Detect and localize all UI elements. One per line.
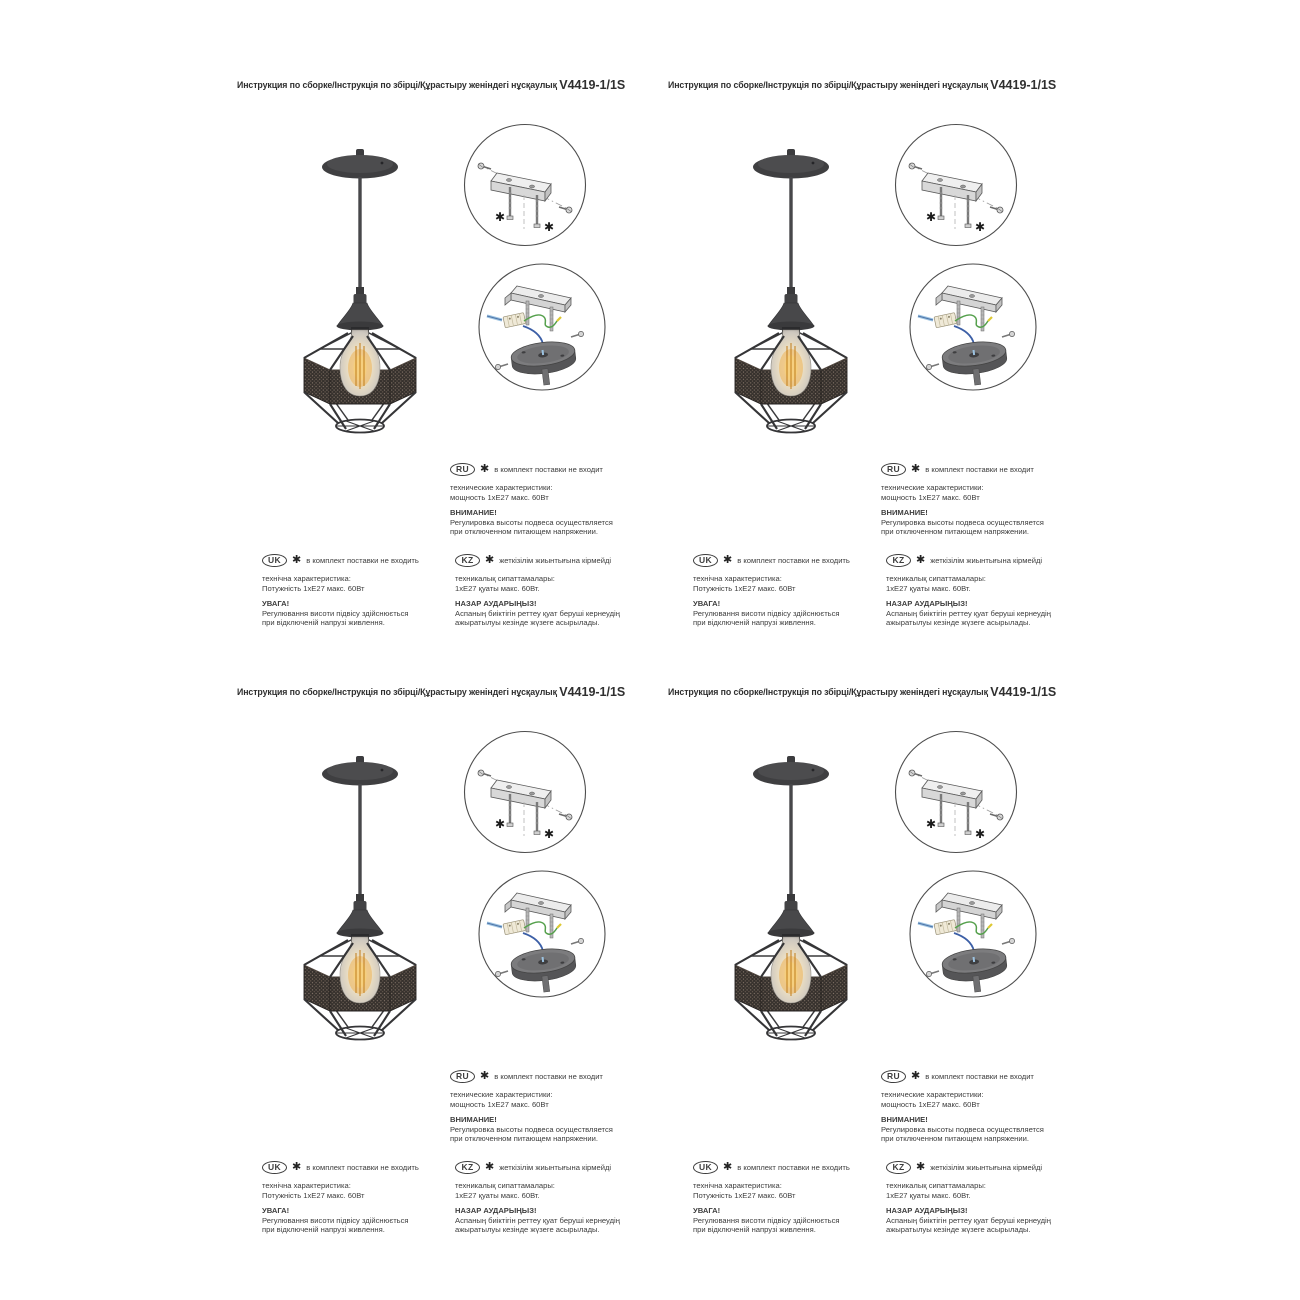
kz-note: жеткізілім жиынтығына кірмейді — [930, 1162, 1043, 1172]
kz-spec-value: 1хЕ27 қуаты макс. 60Вт. — [455, 1190, 540, 1200]
mounting-bracket-diagram — [463, 123, 587, 247]
kz-warning-line-1: Аспаның биіктігін реттеу қуат беруші кернеудің — [886, 1215, 1051, 1225]
kz-note: жеткізілім жиынтығына кірмейді — [930, 555, 1043, 565]
ru-spec-value: мощность 1хЕ27 макс. 60Вт — [881, 1099, 980, 1109]
ru-spec-label: технические характеристики: — [881, 483, 984, 492]
uk-block — [693, 553, 893, 628]
ru-header — [881, 462, 1081, 477]
ru-spec-value: мощность 1хЕ27 макс. 60Вт — [450, 1099, 549, 1109]
ru-note: в комплект поставки не входит — [925, 1071, 1034, 1081]
not-included-asterisk: ✱ — [975, 220, 986, 234]
kz-warning-title: НАЗАР АУДАРЫҢЫЗ! — [455, 1206, 537, 1216]
uk-badge: UK — [693, 554, 718, 567]
not-included-asterisk: ✱ — [292, 554, 302, 566]
uk-warning-line-2: при відключеній напрузі живлення. — [693, 618, 816, 628]
not-included-asterisk: ✱ — [975, 827, 986, 841]
ru-warning-line-2: при отключенном питающем напряжении. — [881, 527, 1029, 537]
ru-block — [450, 1069, 650, 1144]
uk-warning-line-2: при відключеній напрузі живлення. — [262, 618, 385, 628]
kz-block — [886, 1160, 1086, 1235]
not-included-asterisk: ✱ — [911, 463, 921, 475]
ru-warning-line-1: Регулировка высоты подвеса осуществляется — [881, 1124, 1044, 1134]
ru-warning-title: ВНИМАНИЕ! — [881, 508, 928, 518]
suspension-cable — [789, 784, 792, 896]
kz-spec-label: техникалық сипаттамалары: — [886, 1181, 986, 1190]
uk-spec-value: Потужність 1хЕ27 макс. 60Вт — [262, 583, 365, 593]
kz-header — [455, 1160, 655, 1175]
uk-warning-title: УВАГА! — [693, 599, 721, 609]
uk-warning-title: УВАГА! — [693, 1206, 721, 1216]
ru-note: в комплект поставки не входит — [925, 464, 1034, 474]
title-text: Инструкция по сборке/Інструкція по збірці/Құрастыру женіндегі нұсқаулық — [237, 80, 560, 90]
not-included-asterisk: ✱ — [916, 1161, 926, 1173]
ru-badge: RU — [881, 463, 906, 476]
instruction-sheet — [668, 677, 1078, 1277]
edison-bulb — [771, 937, 811, 1003]
pendant-lamp-illustration — [290, 737, 430, 1047]
kz-spec-value: 1хЕ27 қуаты макс. 60Вт. — [886, 1190, 971, 1200]
ru-badge: RU — [881, 1070, 906, 1083]
kz-warning-line-1: Аспаның биіктігін реттеу қуат беруші кернеудің — [886, 608, 1051, 618]
mounting-bracket-diagram — [463, 730, 587, 854]
ru-spec-label: технические характеристики: — [450, 1090, 553, 1099]
not-included-asterisk: ✱ — [926, 210, 937, 224]
uk-spec-label: технічна характеристика: — [693, 574, 782, 583]
canopy-wiring-diagram — [908, 262, 1038, 392]
instruction-sheet — [668, 70, 1078, 670]
uk-warning-line-1: Регулювання висоти підвісу здійснюється — [693, 1215, 840, 1225]
uk-spec-label: технічна характеристика: — [262, 574, 351, 583]
uk-spec-value: Потужність 1хЕ27 макс. 60Вт — [693, 1190, 796, 1200]
kz-warning-line-2: ажыратылуы кезінде жүзеге асырылады. — [455, 1225, 600, 1235]
pendant-lamp-illustration — [721, 737, 861, 1047]
suspension-cable — [358, 784, 361, 896]
pendant-lamp-illustration — [721, 130, 861, 440]
kz-block — [455, 1160, 655, 1235]
edison-bulb — [340, 937, 380, 1003]
ru-block — [450, 462, 650, 537]
sheet-title — [668, 685, 1056, 699]
kz-block — [455, 553, 655, 628]
ru-spec-label: технические характеристики: — [881, 1090, 984, 1099]
not-included-asterisk: ✱ — [544, 220, 555, 234]
not-included-asterisk: ✱ — [480, 1070, 490, 1082]
sheet-title — [237, 78, 625, 92]
sheet-slot-bottom-left — [237, 677, 647, 1277]
ru-warning-line-1: Регулировка высоты подвеса осуществляется — [450, 517, 613, 527]
sheet-title — [668, 78, 1056, 92]
uk-block — [693, 1160, 893, 1235]
ru-warning-title: ВНИМАНИЕ! — [450, 508, 497, 518]
uk-note: в комплект поставки не входить — [737, 1162, 850, 1172]
ru-badge: RU — [450, 1070, 475, 1083]
sheet-slot-top-right — [668, 70, 1078, 670]
ru-warning-line-2: при отключенном питающем напряжении. — [450, 527, 598, 537]
mounting-bracket-diagram — [894, 730, 1018, 854]
uk-badge: UK — [693, 1161, 718, 1174]
canopy-wiring-diagram — [477, 869, 607, 999]
canopy-wiring-diagram — [477, 262, 607, 392]
kz-spec-label: техникалық сипаттамалары: — [886, 574, 986, 583]
suspension-cable — [358, 177, 361, 289]
not-included-asterisk: ✱ — [292, 1161, 302, 1173]
edison-bulb — [771, 330, 811, 396]
not-included-asterisk: ✱ — [480, 463, 490, 475]
kz-warning-line-2: ажыратылуы кезінде жүзеге асырылады. — [886, 618, 1031, 628]
kz-badge: KZ — [886, 1161, 911, 1174]
not-included-asterisk: ✱ — [485, 554, 495, 566]
ru-note: в комплект поставки не входит — [494, 1071, 603, 1081]
kz-note: жеткізілім жиынтығына кірмейді — [499, 555, 612, 565]
ceiling-canopy — [322, 756, 398, 786]
instruction-sheet — [237, 677, 647, 1277]
kz-warning-title: НАЗАР АУДАРЫҢЫЗ! — [455, 599, 537, 609]
uk-warning-title: УВАГА! — [262, 599, 290, 609]
not-included-asterisk: ✱ — [911, 1070, 921, 1082]
uk-warning-line-1: Регулювання висоти підвісу здійснюється — [693, 608, 840, 618]
kz-warning-line-2: ажыратылуы кезінде жүзеге асырылады. — [455, 618, 600, 628]
kz-warning-line-1: Аспаның биіктігін реттеу қуат беруші кернеудің — [455, 1215, 620, 1225]
kz-warning-title: НАЗАР АУДАРЫҢЫЗ! — [886, 1206, 968, 1216]
not-included-asterisk: ✱ — [916, 554, 926, 566]
ru-warning-line-1: Регулировка высоты подвеса осуществляется — [881, 517, 1044, 527]
title-text: Инструкция по сборке/Інструкція по збірці/Құрастыру женіндегі нұсқаулық — [668, 687, 991, 697]
kz-spec-label: техникалық сипаттамалары: — [455, 1181, 555, 1190]
sheet-slot-bottom-right — [668, 677, 1078, 1277]
ru-warning-title: ВНИМАНИЕ! — [881, 1115, 928, 1125]
suspension-cable — [789, 177, 792, 289]
uk-spec-label: технічна характеристика: — [693, 1181, 782, 1190]
instruction-sheet — [237, 70, 647, 670]
uk-warning-line-1: Регулювання висоти підвісу здійснюється — [262, 608, 409, 618]
uk-warning-line-1: Регулювання висоти підвісу здійснюється — [262, 1215, 409, 1225]
model-number: V4419-1/1S — [559, 78, 626, 92]
uk-note: в комплект поставки не входить — [306, 1162, 419, 1172]
not-included-asterisk: ✱ — [723, 1161, 733, 1173]
ru-spec-value: мощность 1хЕ27 макс. 60Вт — [450, 492, 549, 502]
ru-block — [881, 462, 1081, 537]
sheet-title — [237, 685, 625, 699]
not-included-asterisk: ✱ — [485, 1161, 495, 1173]
kz-badge: KZ — [455, 1161, 480, 1174]
kz-spec-value: 1хЕ27 қуаты макс. 60Вт. — [886, 583, 971, 593]
uk-spec-value: Потужність 1хЕ27 макс. 60Вт — [693, 583, 796, 593]
not-included-asterisk: ✱ — [723, 554, 733, 566]
uk-block — [262, 553, 462, 628]
ru-warning-line-2: при отключенном питающем напряжении. — [881, 1134, 1029, 1144]
not-included-asterisk: ✱ — [926, 817, 937, 831]
pendant-lamp-illustration — [290, 130, 430, 440]
ru-warning-line-1: Регулировка высоты подвеса осуществляется — [450, 1124, 613, 1134]
kz-badge: KZ — [886, 554, 911, 567]
ru-spec-label: технические характеристики: — [450, 483, 553, 492]
ru-header — [450, 462, 650, 477]
uk-warning-line-2: при відключеній напрузі живлення. — [262, 1225, 385, 1235]
edison-bulb — [340, 330, 380, 396]
ru-badge: RU — [450, 463, 475, 476]
uk-header — [262, 1160, 462, 1175]
not-included-asterisk: ✱ — [544, 827, 555, 841]
title-text: Инструкция по сборке/Інструкція по збірці/Құрастыру женіндегі нұсқаулық — [237, 687, 560, 697]
uk-spec-value: Потужність 1хЕ27 макс. 60Вт — [262, 1190, 365, 1200]
uk-badge: UK — [262, 1161, 287, 1174]
kz-header — [886, 553, 1086, 568]
uk-header — [693, 553, 893, 568]
uk-note: в комплект поставки не входить — [306, 555, 419, 565]
mounting-bracket-diagram — [894, 123, 1018, 247]
ru-spec-value: мощность 1хЕ27 макс. 60Вт — [881, 492, 980, 502]
ru-block — [881, 1069, 1081, 1144]
ru-note: в комплект поставки не входит — [494, 464, 603, 474]
ru-header — [450, 1069, 650, 1084]
model-number: V4419-1/1S — [559, 685, 626, 699]
kz-header — [455, 553, 655, 568]
ceiling-canopy — [322, 149, 398, 179]
kz-spec-value: 1хЕ27 қуаты макс. 60Вт. — [455, 583, 540, 593]
kz-badge: KZ — [455, 554, 480, 567]
uk-header — [693, 1160, 893, 1175]
ru-warning-line-2: при отключенном питающем напряжении. — [450, 1134, 598, 1144]
uk-warning-title: УВАГА! — [262, 1206, 290, 1216]
uk-badge: UK — [262, 554, 287, 567]
uk-header — [262, 553, 462, 568]
uk-spec-label: технічна характеристика: — [262, 1181, 351, 1190]
kz-note: жеткізілім жиынтығына кірмейді — [499, 1162, 612, 1172]
title-text: Инструкция по сборке/Інструкція по збірці/Құрастыру женіндегі нұсқаулық — [668, 80, 991, 90]
kz-spec-label: техникалық сипаттамалары: — [455, 574, 555, 583]
uk-warning-line-2: при відключеній напрузі живлення. — [693, 1225, 816, 1235]
model-number: V4419-1/1S — [990, 78, 1057, 92]
ceiling-canopy — [753, 756, 829, 786]
sheet-slot-top-left — [237, 70, 647, 670]
canopy-wiring-diagram — [908, 869, 1038, 999]
model-number: V4419-1/1S — [990, 685, 1057, 699]
kz-header — [886, 1160, 1086, 1175]
ceiling-canopy — [753, 149, 829, 179]
not-included-asterisk: ✱ — [495, 817, 506, 831]
kz-warning-line-2: ажыратылуы кезінде жүзеге асырылады. — [886, 1225, 1031, 1235]
kz-warning-line-1: Аспаның биіктігін реттеу қуат беруші кернеудің — [455, 608, 620, 618]
kz-block — [886, 553, 1086, 628]
ru-header — [881, 1069, 1081, 1084]
uk-note: в комплект поставки не входить — [737, 555, 850, 565]
kz-warning-title: НАЗАР АУДАРЫҢЫЗ! — [886, 599, 968, 609]
uk-block — [262, 1160, 462, 1235]
not-included-asterisk: ✱ — [495, 210, 506, 224]
ru-warning-title: ВНИМАНИЕ! — [450, 1115, 497, 1125]
